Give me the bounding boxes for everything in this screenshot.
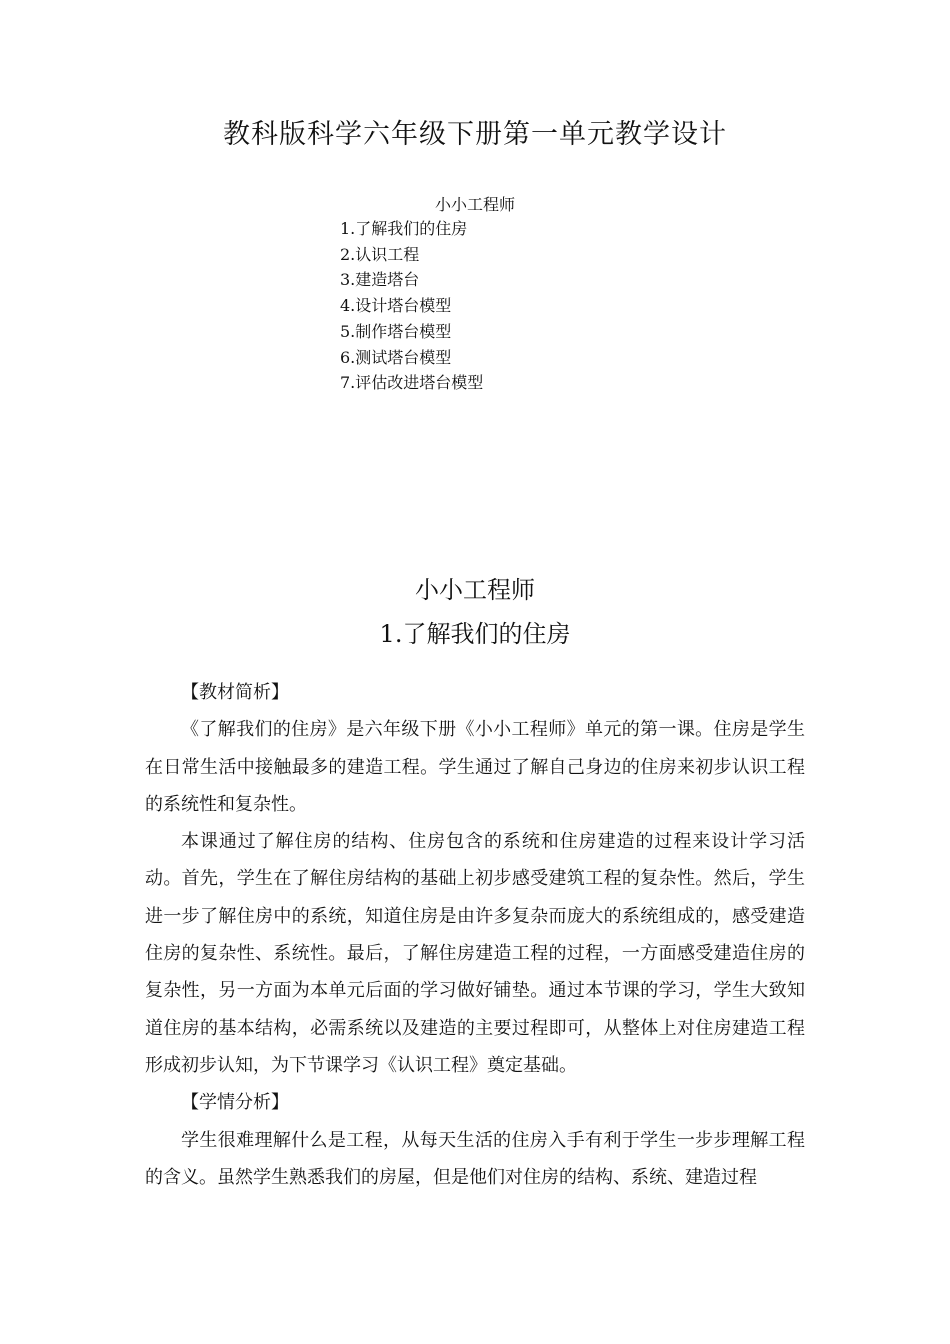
- lesson-unit-heading: 小小工程师: [415, 576, 535, 604]
- toc-item: 5.制作塔台模型: [340, 321, 452, 341]
- page-title: 教科版科学六年级下册第一单元教学设计: [223, 119, 727, 150]
- toc-item: 2.认识工程: [340, 244, 420, 264]
- toc-item: 3.建造塔台: [340, 270, 420, 290]
- toc-item: 6.测试塔台模型: [340, 347, 452, 367]
- table-of-contents: [340, 216, 483, 396]
- toc-item: 7.评估改进塔台模型: [340, 373, 484, 393]
- section-heading-material: 【教材简析】: [181, 682, 289, 703]
- lesson-body: [145, 674, 805, 1196]
- toc-item: 4.设计塔台模型: [340, 296, 452, 316]
- paragraph: 《了解我们的住房》是六年级下册《小小工程师》单元的第一课。住房是学生在日常生活中接触最多的建造工程。学生通过了解自己身边的住房来初步认识工程的系统性和复杂性。: [145, 719, 805, 815]
- toc-item: 1.了解我们的住房: [340, 219, 468, 238]
- lesson-title: 1.了解我们的住房: [379, 620, 571, 648]
- section-heading-students: 【学情分析】: [181, 1092, 289, 1114]
- paragraph: 学生很难理解什么是工程，从每天生活的住房入手有利于学生一步步理解工程的含义。虽然学生熟悉我们的房屋，但是他们对住房的结构、系统、建造过程: [145, 1129, 805, 1188]
- paragraph: 本课通过了解住房的结构、住房包含的系统和住房建造的过程来设计学习活动。首先，学生在了解住房结构的基础上初步感受建筑工程的复杂性。然后，学生进一步了解住房中的系统，知道住房是由许多复杂而庞大的系统组成的，感受建造住房的复杂性、系统性。最后，了解住房建造工程的过程，一方面感受建造住房的复杂性，另一方面为本单元后面的学习做好铺垫。通过本节课的学习，学生大致知道住房的基本结构，必需系统以及建造的主要过程即可，从整体上对住房建造工程形成初步认知，为下节课学习《认识工程》奠定基础。: [145, 831, 805, 1076]
- toc-heading: 小小工程师: [434, 195, 515, 214]
